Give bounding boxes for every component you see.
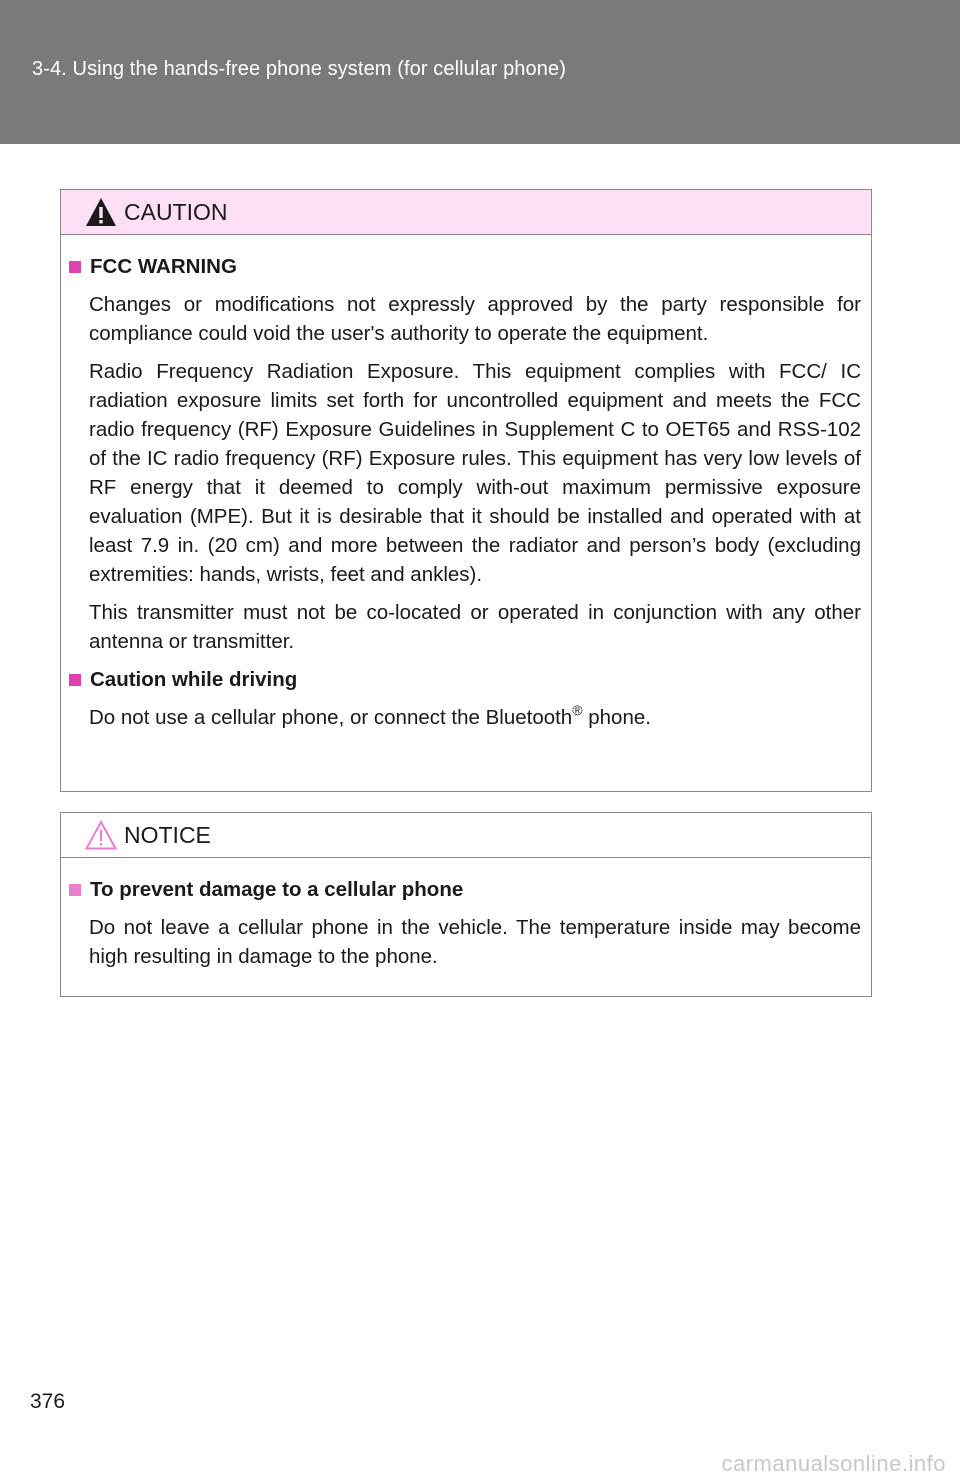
notice-box [60,812,872,997]
caution-box [60,189,872,792]
notice-body [61,858,871,971]
paragraph: Radio Frequency Radiation Exposure. This equipment complies with FCC/ IC radiation exposure limits set forth for uncontrolled equipment and meets the FCC radio frequency (RF) Exposure Guidelines in Supplement C to OET65 and RSS-102 of the IC radio frequency (RF) Exposure rules. This equipment has very low levels of RF energy that it deemed to comply with-out maximum permissive exposure evaluation (MPE). But it is desirable that it should be installed and operated with at least 7.9 in. (20 cm) and more between the radiator and person’s body (excluding extremities: hands, wrists, feet and ankles). [89,360,861,586]
bullet-square-icon [69,261,81,273]
caution-header [61,190,871,235]
heading-text: FCC WARNING [90,255,237,278]
paragraph: This transmitter must not be co-located or operated in conjunction with any other antenna or transmitter. [89,601,861,653]
paragraph: Changes or modifications not expressly approved by the party responsible for compliance could void the user's authority to operate the equipment. [89,293,861,345]
heading-text: To prevent damage to a cellular phone [90,878,464,901]
notice-title: NOTICE [124,822,211,848]
page-number: 376 [30,1390,66,1413]
bullet-square-icon [69,674,81,686]
heading-text: Caution while driving [90,668,298,691]
notice-header [61,813,871,858]
registered-mark: ® [572,702,583,718]
section-heading [69,665,861,694]
paragraph: Do not leave a cellular phone in the vehicle. The temperature inside may become high resulting in damage to the phone. [89,916,861,968]
page-header [0,0,960,144]
caution-title: CAUTION [124,199,228,225]
section-heading [69,252,861,281]
warning-icon [85,197,117,227]
section-title: 3-4. Using the hands-free phone system (for cellular phone) [32,58,566,80]
paragraph-text: phone. [582,706,651,729]
watermark: carmanualsonline.info [721,1451,946,1476]
bullet-square-icon [69,884,81,896]
paragraph [89,703,861,732]
caution-body [61,235,871,732]
section-heading [69,875,861,904]
paragraph-text: Do not use a cellular phone, or connect the Bluetooth [89,706,573,729]
notice-icon [85,820,117,850]
